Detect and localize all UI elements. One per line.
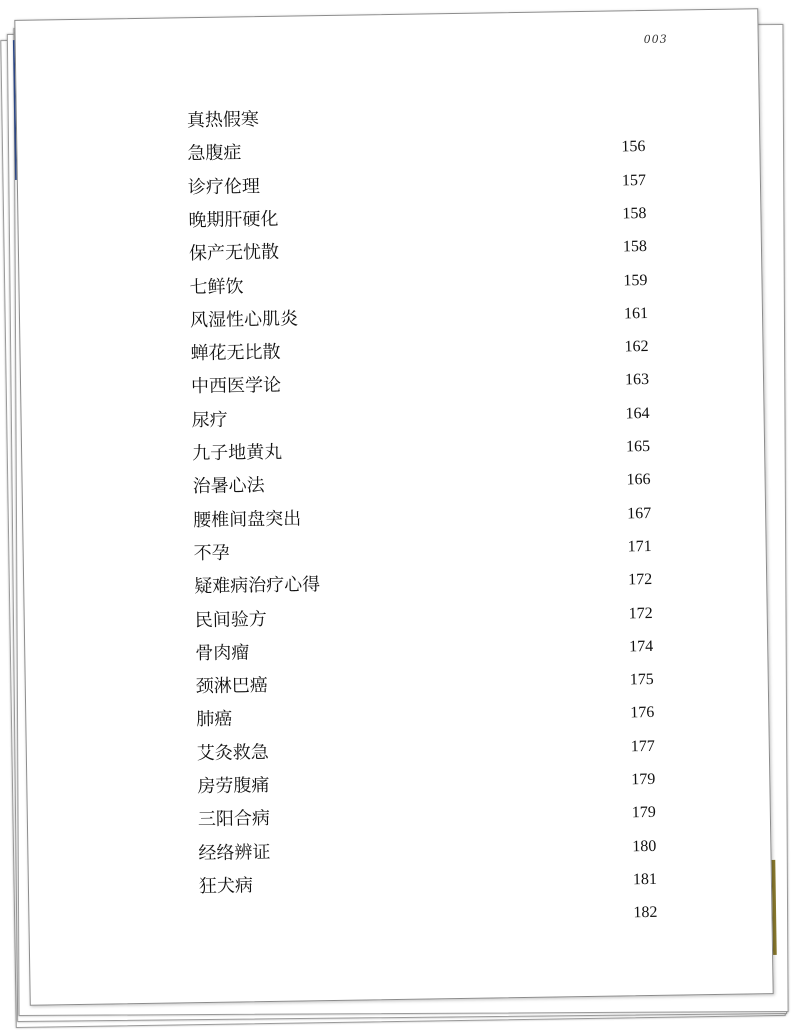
toc-entry-title: 诊疗伦理 bbox=[187, 175, 261, 198]
toc-entry-page: 182 bbox=[633, 904, 658, 922]
toc-entry bbox=[29, 863, 771, 903]
toc-entry bbox=[21, 397, 763, 437]
toc-entry-title: 疑难病治疗心得 bbox=[194, 574, 321, 598]
toc-entry-title: 腰椎间盘突出 bbox=[193, 508, 302, 531]
toc-entry-title: 肺癌 bbox=[196, 708, 233, 731]
toc-entry-page: 177 bbox=[630, 737, 655, 755]
toc-entry bbox=[27, 730, 769, 770]
toc-entry bbox=[23, 530, 765, 570]
toc-entry-title: 民间验方 bbox=[194, 608, 267, 631]
toc-entry-page: 172 bbox=[628, 604, 653, 622]
toc-entry-title: 保产无忧散 bbox=[188, 241, 280, 265]
toc-entry bbox=[17, 131, 759, 171]
toc-entry-page: 159 bbox=[623, 271, 648, 289]
table-of-contents-page bbox=[14, 8, 773, 1006]
toc-entry bbox=[18, 164, 760, 204]
toc-entry-page: 171 bbox=[627, 537, 652, 556]
toc-entry bbox=[20, 297, 762, 337]
toc-entry bbox=[22, 430, 764, 470]
toc-entry-page: 172 bbox=[628, 571, 653, 589]
toc-entry-page: 158 bbox=[622, 238, 648, 256]
toc-entry bbox=[29, 896, 771, 936]
toc-entry bbox=[19, 264, 761, 304]
toc-entry-title: 治暑心法 bbox=[192, 475, 265, 498]
toc-entry bbox=[28, 796, 770, 836]
toc-entry-title: 晚期肝硬化 bbox=[188, 208, 279, 232]
toc-entry-page: 162 bbox=[624, 338, 649, 356]
toc-entry-page: 157 bbox=[621, 171, 647, 189]
toc-entry-page: 161 bbox=[623, 304, 649, 323]
toc-entry-title: 风湿性心肌炎 bbox=[189, 308, 299, 331]
toc-entry-title: 三阳合病 bbox=[197, 808, 271, 831]
toc-entry-page: 179 bbox=[631, 770, 656, 789]
toc-entry-page: 156 bbox=[621, 138, 646, 156]
toc-entry-title: 狂犬病 bbox=[198, 875, 254, 898]
toc-entry bbox=[24, 563, 766, 603]
toc-entry bbox=[20, 330, 762, 370]
toc-entry bbox=[22, 463, 764, 503]
toc-entry-title: 经络辨证 bbox=[198, 841, 271, 864]
toc-entry bbox=[17, 97, 759, 137]
toc-entry-title: 不孕 bbox=[193, 542, 230, 565]
toc-entry-page: 176 bbox=[630, 704, 655, 722]
toc-entry-page: 181 bbox=[632, 870, 658, 889]
toc-entry-title: 艾灸救急 bbox=[196, 741, 270, 764]
toc-entry-page: 167 bbox=[626, 504, 652, 522]
toc-entry-title: 急腹症 bbox=[187, 142, 242, 165]
toc-entry-page: 179 bbox=[631, 804, 656, 822]
toc-entry-page: 180 bbox=[632, 837, 657, 855]
toc-entry-title: 尿疗 bbox=[191, 409, 228, 431]
toc-entry-title: 七鲜饮 bbox=[189, 275, 244, 298]
toc-entry-page: 175 bbox=[629, 671, 654, 689]
page-number: 003 bbox=[643, 32, 668, 47]
toc-entry-title: 房劳腹痛 bbox=[197, 774, 270, 798]
toc-entry-page: 164 bbox=[625, 404, 650, 423]
toc-entry-page: 163 bbox=[624, 371, 650, 389]
toc-entry bbox=[26, 697, 768, 737]
toc-entry bbox=[23, 497, 765, 537]
toc-entry bbox=[28, 830, 770, 870]
toc-entry-page: 166 bbox=[626, 471, 651, 489]
toc-entry-page: 158 bbox=[622, 204, 647, 223]
toc-entry-page: 174 bbox=[629, 637, 654, 656]
toc-entry-page: 165 bbox=[625, 437, 651, 456]
toc-entry bbox=[27, 763, 769, 803]
toc-entry-title: 颈淋巴癌 bbox=[195, 675, 268, 698]
toc-entry-title: 九子地黄丸 bbox=[191, 441, 283, 465]
toc-entry bbox=[18, 197, 760, 237]
toc-entry bbox=[19, 230, 761, 270]
toc-list bbox=[15, 9, 772, 1005]
toc-entry bbox=[21, 364, 763, 404]
toc-entry bbox=[25, 597, 767, 637]
toc-entry-title: 骨肉瘤 bbox=[195, 642, 250, 664]
toc-entry-title: 中西医学论 bbox=[190, 375, 282, 398]
toc-entry bbox=[26, 663, 768, 703]
toc-entry bbox=[25, 630, 767, 670]
toc-entry-title: 真热假寒 bbox=[186, 109, 260, 132]
toc-entry-title: 蝉花无比散 bbox=[190, 341, 281, 365]
